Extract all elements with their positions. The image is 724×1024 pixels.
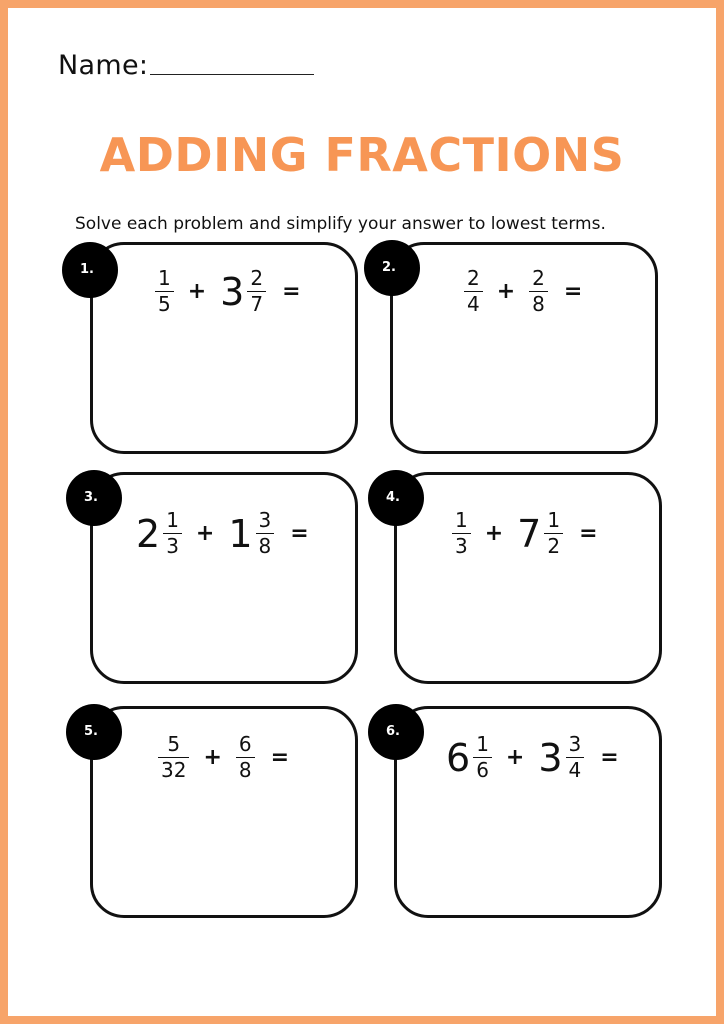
plus-sign: +	[203, 745, 222, 770]
fraction-b: $\frac{2}{8}$	[529, 268, 548, 315]
name-line[interactable]	[150, 74, 314, 75]
fraction-a: $\frac{1}{3}$	[163, 510, 182, 557]
term-b	[517, 510, 563, 557]
equals-sign: =	[579, 521, 598, 546]
term-b	[236, 734, 255, 781]
whole-number: 2	[136, 511, 161, 556]
name-label: Name:	[58, 50, 149, 81]
problem-expression-5	[158, 734, 289, 781]
plus-sign: +	[484, 521, 504, 546]
plus-sign: +	[187, 279, 207, 304]
whole-number: 1	[228, 511, 253, 556]
fraction-b: $\frac{3}{4}$	[566, 734, 585, 781]
problem-expression-1	[155, 268, 301, 315]
term-a	[452, 510, 471, 557]
term-b	[228, 510, 274, 557]
term-a	[158, 734, 189, 781]
fraction-b: $\frac{2}{7}$	[247, 268, 266, 315]
whole-number: 7	[517, 511, 542, 556]
plus-sign: +	[195, 521, 215, 546]
fraction-a: $\frac{2}{4}$	[464, 268, 483, 315]
problem-number-badge-3: 3.	[66, 470, 122, 526]
problem-expression-2	[464, 268, 582, 315]
fraction-a: $\frac{1}{5}$	[155, 268, 174, 315]
equals-sign: =	[282, 279, 301, 304]
term-a	[464, 268, 483, 315]
equals-sign: =	[563, 279, 583, 304]
fraction-a: $\frac{1}{3}$	[452, 510, 471, 557]
fraction-a: $\frac{1}{6}$	[473, 734, 492, 781]
problem-expression-6	[446, 734, 619, 781]
problem-number-badge-1: 1.	[62, 242, 118, 298]
fraction-b: $\frac{3}{8}$	[256, 510, 275, 557]
term-a	[155, 268, 174, 315]
whole-number: 3	[220, 269, 245, 314]
fraction-b: $\frac{1}{2}$	[544, 510, 563, 557]
term-a	[136, 510, 182, 557]
problem-card-4[interactable]	[394, 472, 662, 684]
fraction-a: $\frac{5}{32}$	[158, 734, 189, 781]
plus-sign: +	[505, 745, 525, 770]
worksheet-title: ADDING FRACTIONS	[99, 128, 625, 182]
equals-sign: =	[290, 521, 309, 546]
problem-expression-3	[136, 510, 309, 557]
term-b	[220, 268, 266, 315]
fraction-b: $\frac{6}{8}$	[236, 734, 255, 781]
plus-sign: +	[496, 279, 516, 304]
problem-card-3[interactable]	[90, 472, 358, 684]
equals-sign: =	[600, 745, 619, 770]
term-a	[446, 734, 492, 781]
problem-number-badge-4: 4.	[368, 470, 424, 526]
problem-expression-4	[452, 510, 598, 557]
name-row	[58, 52, 314, 79]
whole-number: 3	[538, 735, 563, 780]
problem-number-badge-6: 6.	[368, 704, 424, 760]
whole-number: 6	[446, 735, 471, 780]
term-b	[529, 268, 548, 315]
instructions: Solve each problem and simplify your answer to lowest terms.	[75, 214, 606, 234]
equals-sign: =	[270, 745, 290, 770]
problem-number-badge-5: 5.	[66, 704, 122, 760]
term-b	[538, 734, 584, 781]
problem-number-badge-2: 2.	[364, 240, 420, 296]
